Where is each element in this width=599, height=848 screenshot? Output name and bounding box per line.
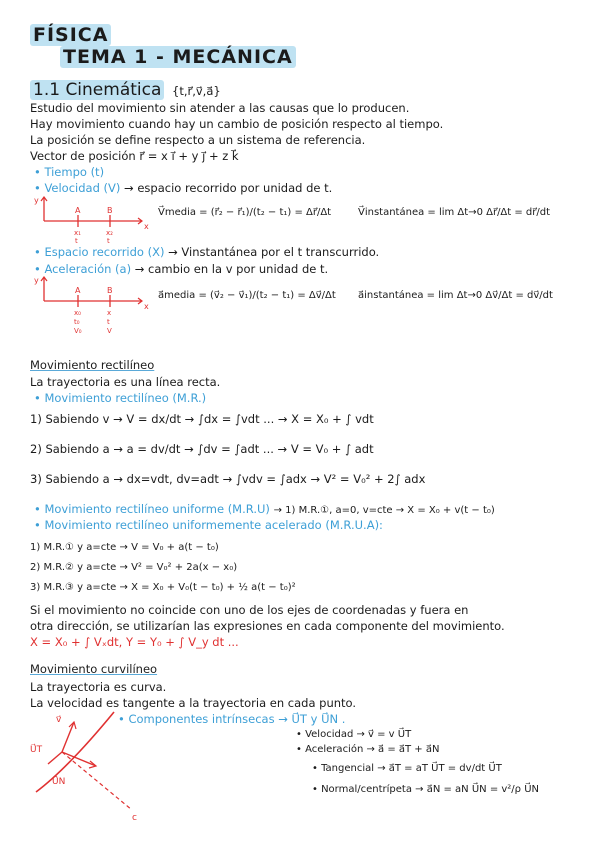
graph1-t2: t [107,237,110,245]
graph2-v0: V₀ [74,327,82,335]
mrua-eq2: 2) M.R.② y a=cte → V² = V₀² + 2a(x − x₀) [30,562,238,573]
mr-eq1: 1) Sabiendo v → V = dx/dt → ∫dx = ∫vdt ... → X = X₀ + ∫ vdt [30,412,374,426]
graph1-a-label: A [75,206,81,215]
bullet-espacio-label: • Espacio recorrido (X) [34,245,165,259]
position-diagram-1 [30,195,160,245]
bullet-componentes: • Componentes intrínsecas → U⃗T y U⃗N . [118,712,346,726]
diagram-un-label: U⃗N [52,777,66,787]
a-media-formula: a⃗media = (v⃗₂ − v⃗₁)/(t₂ − t₁) = Δv⃗/Δt [158,290,336,301]
bullet-velocidad [34,181,332,195]
cinematica-line4: Vector de posición r⃗ = x i⃗ + y j⃗ + z k⃗ [30,149,239,163]
cinematica-line1: Estudio del movimiento sin atender a las causas que lo producen. [30,101,410,115]
bullet-aceleracion [34,262,328,276]
graph1-y-label: y [34,196,39,205]
section-curvilineo-heading: Movimiento curvilíneo [30,662,158,676]
diagram-v-label: v⃗ [56,715,62,725]
cinematica-line3: La posición se define respecto a un sistema de referencia. [30,133,366,147]
bullet-velocidad-label: • Velocidad (V) [34,181,121,195]
graph1-b-label: B [107,206,113,215]
rectilineo-line1: La trayectoria es una línea recta. [30,375,221,389]
section-cinematica-heading: 1.1 Cinemática [30,80,164,100]
bullet-espacio [34,245,379,259]
graph2-a-label: A [75,286,81,295]
graph1-x2: x₂ [106,229,113,237]
graph2-t0: t₀ [74,318,80,326]
rectilineo-note1: Si el movimiento no coincide con uno de los ejes de coordenadas y fuera en [30,603,469,617]
position-diagram-2 [30,275,160,341]
graph1-x-label: x [144,222,149,231]
title-fisica: FÍSICA [30,24,111,46]
bullet-mru [34,502,495,516]
curv-tangencial: • Tangencial → a⃗T = aT U⃗T = dv/dt U⃗T [312,763,502,774]
title-tema: TEMA 1 - MECÁNICA [60,46,296,68]
mrua-eq1: 1) M.R.① y a=cte → V = V₀ + a(t − t₀) [30,542,219,553]
bullet-aceleracion-label: • Aceleración (a) [34,262,132,276]
diagram-c-label: c [132,813,137,823]
graph1-t1: t [75,237,78,245]
graph2-t: t [107,318,110,326]
bullet-mru-label: • Movimiento rectilíneo uniforme (M.R.U) [34,502,270,516]
section-rectilineo-heading: Movimiento rectilíneo [30,358,155,372]
graph2-x0: x₀ [74,309,81,317]
bullet-aceleracion-desc: → cambio en la v por unidad de t. [134,262,329,276]
v-media-formula: V⃗media = (r⃗₂ − r⃗₁)/(t₂ − t₁) = Δr⃗/Δt [158,207,332,218]
graph1-x1: x₁ [74,229,81,237]
cinematica-vars: {t,r⃗,v⃗,a⃗} [172,84,221,98]
curvilineo-line1: La trayectoria es curva. [30,680,167,694]
a-inst-formula: a⃗instantánea = lim Δt→0 Δv⃗/Δt = dv⃗/dt [358,290,553,301]
graph2-v: V [107,327,112,335]
curv-aceleracion: • Aceleración → a⃗ = a⃗T + a⃗N [296,744,440,755]
graph2-b-label: B [107,286,113,295]
bullet-espacio-desc: → Vinstantánea por el t transcurrido. [168,245,380,259]
curvilineo-line2: La velocidad es tangente a la trayectoria en cada punto. [30,696,357,710]
mrua-eq3: 3) M.R.③ y a=cte → X = X₀ + V₀(t − t₀) + ½ a(t − t₀)² [30,582,296,593]
graph2-x: x [107,309,112,317]
graph2-x-label: x [144,302,149,311]
curv-velocidad: • Velocidad → v⃗ = v U⃗T [296,729,412,740]
bullet-mr: • Movimiento rectilíneo (M.R.) [34,391,207,405]
bullet-velocidad-desc: → espacio recorrido por unidad de t. [124,181,333,195]
rectilineo-note2: otra dirección, se utilizarían las expresiones en cada componente del movimiento. [30,619,505,633]
v-inst-formula: V⃗instantánea = lim Δt→0 Δr⃗/Δt = dr⃗/dt [358,207,551,218]
diagram-ut-label: U⃗T [30,745,43,755]
bullet-mru-eq: → 1) M.R.①, a=0, v=cte → X = X₀ + v(t − t₀) [273,505,495,516]
bullet-tiempo: • Tiempo (t) [34,165,105,179]
mr-eq2: 2) Sabiendo a → a = dv/dt → ∫dv = ∫adt ... → V = V₀ + ∫ adt [30,442,374,456]
graph2-y-label: y [34,276,39,285]
rectilineo-note-red: X = X₀ + ∫ Vₓdt, Y = Y₀ + ∫ V_y dt ... [30,635,239,649]
curv-normal: • Normal/centrípeta → a⃗N = aN U⃗N = v²/ρ U⃗N [312,784,540,795]
bullet-mrua: • Movimiento rectilíneo uniformemente acelerado (M.R.U.A): [34,518,383,532]
cinematica-line2: Hay movimiento cuando hay un cambio de posición respecto al tiempo. [30,117,444,131]
mr-eq3: 3) Sabiendo a → dx=vdt, dv=adt → ∫vdv = ∫adx → V² = V₀² + 2∫ adx [30,472,426,486]
